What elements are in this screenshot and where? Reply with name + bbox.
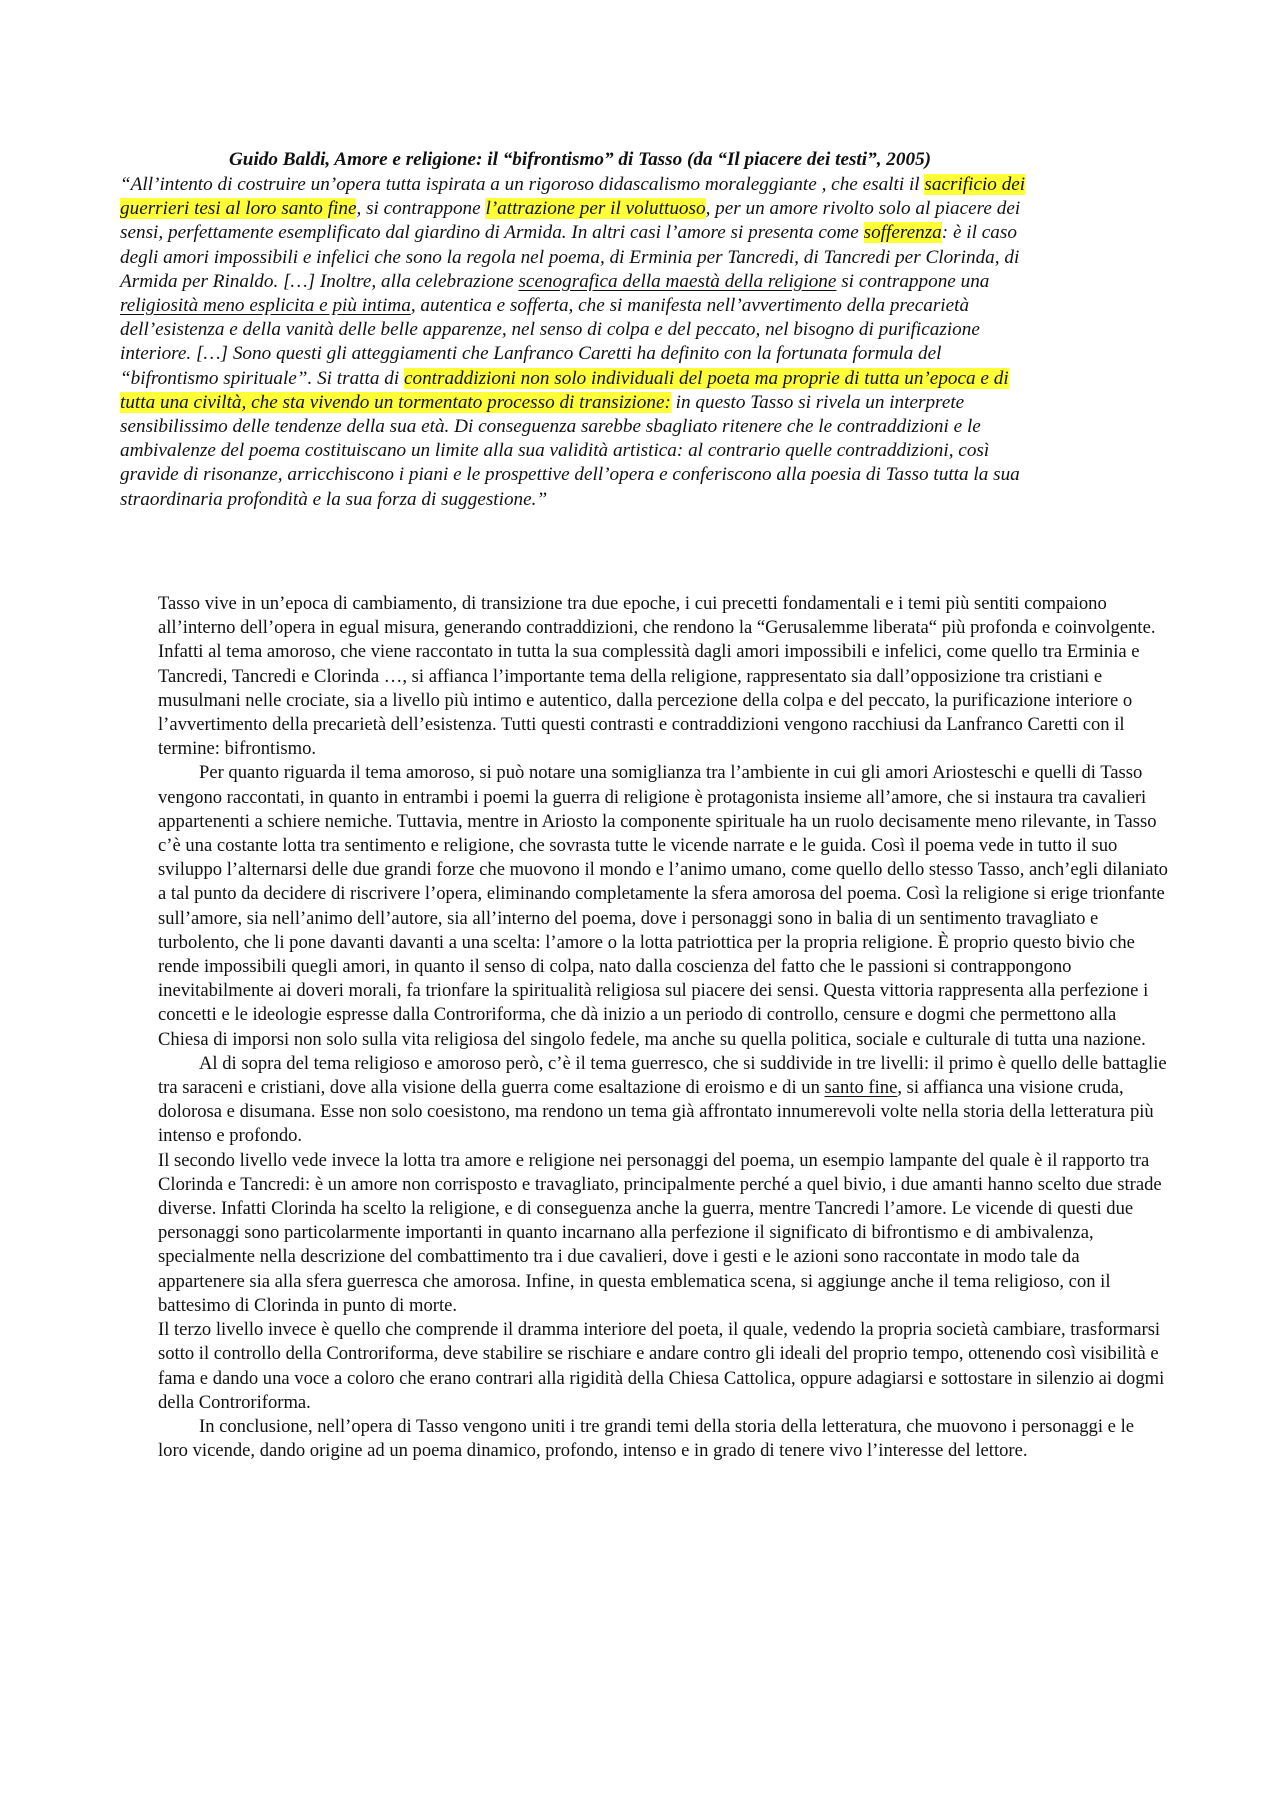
quote-highlight: sacrificio dei guerrieri tesi al loro santo fine xyxy=(120,174,1026,220)
paragraph-war-theme xyxy=(158,1052,1168,1149)
quote-text: , autentica e sofferta, che si manifesta nell’avvertimento della precarietà dell’esistenza e della vanità delle belle apparenze, nel senso di colpa e del peccato, nel bisogno di purificazione interiore. […] Sono questi gli atteggiamenti che Lanfranco Caretti ha definito con la fortunata formula del “bifrontismo spirituale”. Si tratta di xyxy=(120,295,980,389)
quote-text: “All’intento di costruire un’opera tutta ispirata a un rigoroso didascalismo moraleggiante , che esalti il xyxy=(120,174,925,195)
quote-text: , per un amore rivolto solo al piacere dei sensi, perfettamente esemplificato dal giardino di Armida. In altri casi l’amore si presenta come xyxy=(120,198,1021,244)
essay-body xyxy=(158,592,1168,1463)
paragraph-text: , si affianca una visione cruda, dolorosa e disumana. Esse non solo coesistono, ma rendono un tema già affrontato innumerevoli volte nella storia della letteratura più intenso e profondo. xyxy=(158,1077,1154,1147)
paragraph-conclusion: In conclusione, nell’opera di Tasso vengono uniti i tre grandi temi della storia della letteratura, che muovono i personaggi e le loro vicende, dando origine ad un poema dinamico, profondo, intenso e in grado di tenere vivo l’interesse del lettore. xyxy=(158,1415,1134,1462)
quote-text: in questo Tasso si rivela un interprete sensibilissimo delle tendenze della sua età. Di conseguenza sarebbe sbagliato ritenere che le contraddizioni e le ambivalenze del poema costituiscano un limite alla sua validità artistica: al contrario quelle contraddizioni, così gravide di risonanze, arricchiscono i piani e le prospettive dell’opera e conferiscono alla poesia di Tasso tutta la sua straordinaria profondità e la sua forza di suggestione.” xyxy=(120,391,1020,510)
quote-highlight: sofferenza xyxy=(863,222,942,244)
paragraph-intro: Tasso vive in un’epoca di cambiamento, di transizione tra due epoche, i cui precetti fondamentali e i temi più sentiti compaiono all’interno dell’opera in egual misura, generando contraddizioni, che rendono la “Gerusalemme liberata“ più profonda e coinvolgente. Infatti al tema amoroso, che viene raccontato in tutta la sua complessità dagli amori impossibili e infelici, come quello tra Erminia e Tancredi, Tancredi e Clorinda …, si affianca l’importante tema della religione, rappresentato sia dall’opposizione tra cristiani e musulmani nelle crociate, sia a livello più intimo e autentico, dalla percezione della colpa e del peccato, la purificazione interiore o l’avvertimento della precarietà dell’esistenza. Tutti questi contrasti e contraddizioni vengono racchiusi da Lanfranco Caretti con il termine: bifrontismo. xyxy=(158,593,1156,760)
quote-text: : è il caso degli amori impossibili e infelici che sono la regola nel poema, di Erminia per Tancredi, di Tancredi per Clorinda, di Armida per Rinaldo. […] Inoltre, alla celebrazione xyxy=(120,222,1020,292)
quote-text: si contrappone una xyxy=(836,270,990,292)
document-title: Guido Baldi, Amore e religione: il “bifrontismo” di Tasso (da “Il piacere dei testi”, 2005) xyxy=(228,149,932,170)
paragraph-love-theme: Per quanto riguarda il tema amoroso, si può notare una somiglianza tra l’ambiente in cui gli amori Ariosteschi e quelli di Tasso vengono raccontati, in quanto in entrambi i poemi la guerra di religione è protagonista insieme all’amore, che si instaura tra cavalieri appartenenti a schiere nemiche. Tuttavia, mentre in Ariosto la componente spirituale ha un ruolo decisamente meno rilevante, in Tasso c’è una costante lotta tra sentimento e religione, che sovrasta tutte le vicende narrate e le guida. Così il poema vede in tutto il suo sviluppo l’alternarsi delle due grandi forze che muovono il mondo e l’animo umano, come quello dello stesso Tasso, anch’egli dilaniato a tal punto da decidere di riscrivere l’opera, eliminando completamente la sfera amorosa del poema. Così la religione si erige trionfante sull’amore, sia nell’animo dell’autore, sia all’interno del poema, dove i personaggi sono in balia di un sentimento travagliato e turbolento, che li pone davanti davanti a una scelta: l’amore o la lotta patriottica per la propria religione. È proprio questo bivio che rende impossibili quegli amori, in quanto il senso di colpa, nato dalla coscienza del fatto che le passioni si contrappongono inevitabilmente ai doveri morali, fa trionfare la spiritualità religiosa sul piacere dei sensi. Questa vittoria rappresenta alla perfezione i concetti e le ideologie espresse dalla Controriforma, che dà inizio a un periodo di controllo, censure e dogmi che permettono alla Chiesa di imporsi non solo sulla vita religiosa del singolo fedele, ma anche su quella politica, sociale e culturale di tutta una nazione. xyxy=(158,762,1168,1050)
quote-underline: scenografica della maestà della religione xyxy=(518,270,837,292)
paragraph-third-level: Il terzo livello invece è quello che comprende il dramma interiore del poeta, il quale, vedendo la propria società cambiare, trasformarsi sotto il controllo della Controriforma, deve stabilire se rischiare e andare contro gli ideali del proprio tempo, ottenendo così visibilità e fama e dando una voce a coloro che erano contrari alla rigidità della Chiesa Cattolica, oppure adagiarsi e sottostare in silenzio ai dogmi della Controriforma. xyxy=(158,1319,1165,1413)
paragraph-second-level: Il secondo livello vede invece la lotta tra amore e religione nei personaggi del poema, un esempio lampante del quale è il rapporto tra Clorinda e Tancredi: è un amore non corrisposto e travagliato, principalmente perché a quel bivio, i due amanti hanno scelto due strade diverse. Infatti Clorinda ha scelto la religione, e di conseguenza anche la guerra, mentre Tancredi l’amore. Le vicende di questi due personaggi sono particolarmente importanti in quanto incarnano alla perfezione il significato di bifrontismo e di ambivalenza, specialmente nella descrizione del combattimento tra i due cavalieri, dove i gesti e le azioni sono raccontate in modo tale da appartenere sia alla sfera guerresca che amorosa. Infine, in questa emblematica scena, si aggiunge anche il tema religioso, con il battesimo di Clorinda in punto di morte. xyxy=(158,1149,1162,1316)
underlined-phrase: santo fine xyxy=(824,1077,898,1099)
quote-underline: religiosità meno esplicita e più intima xyxy=(120,295,411,317)
quote-highlight: contraddizioni non solo individuali del poeta ma proprie di tutta un’epoca e di tutta una civiltà, che sta vivendo un tormentato processo di transizione: xyxy=(120,367,1009,413)
quoted-passage xyxy=(120,173,1040,512)
quote-highlight: l’attrazione per il voluttuoso xyxy=(485,198,706,220)
quote-text: , si contrappone xyxy=(356,198,486,220)
paragraph-text: Al di sopra del tema religioso e amoroso però, c’è il tema guerresco, che si suddivide in tre livelli: il primo è quello delle battaglie tra saraceni e cristiani, dove alla visione della guerra come esaltazione di eroismo e di un xyxy=(158,1052,1167,1099)
